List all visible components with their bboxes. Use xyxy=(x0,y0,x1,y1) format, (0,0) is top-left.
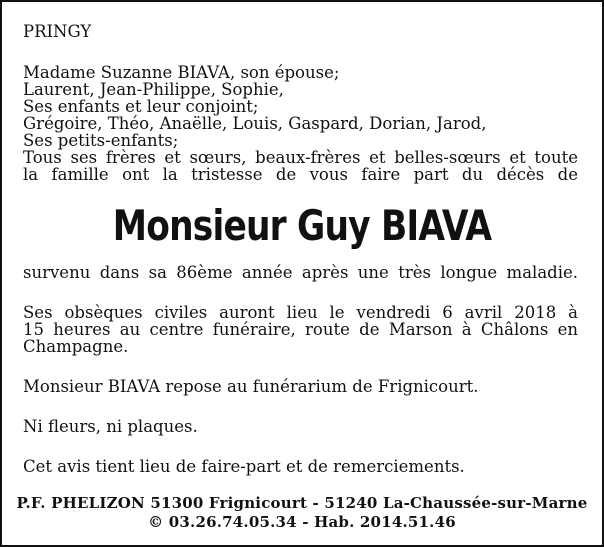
location-heading: PRINGY xyxy=(23,22,92,41)
grandchildren-names: Grégoire, Théo, Anaëlle, Louis, Gaspard, Dorian, Jarod, xyxy=(23,114,487,133)
spouse-line: Madame Suzanne BIAVA, son épouse; xyxy=(23,63,340,82)
funeral-home-line: P.F. PHELIZON 51300 Frignicourt - 51240 La-Chaussée-sur-Marne xyxy=(16,494,588,512)
rest-line: Monsieur BIAVA repose au funérarium de Frignicourt. xyxy=(23,377,479,396)
children-names: Laurent, Jean-Philippe, Sophie, xyxy=(23,80,284,99)
children-label: Ses enfants et leur conjoint; xyxy=(23,97,259,116)
funeral-home-contact: © 03.26.74.05.34 - Hab. 2014.51.46 xyxy=(148,513,456,531)
siblings-line: Tous ses frères et sœurs, beaux-frères et belles-sœurs et toute xyxy=(23,148,578,167)
deceased-name: Monsieur Guy BIAVA xyxy=(112,201,492,250)
funeral-line-3: Champagne. xyxy=(23,337,129,356)
age-line: survenu dans sa 86ème année après une très longue maladie. xyxy=(23,263,578,282)
funeral-line-1: Ses obsèques civiles auront lieu le vendredi 6 avril 2018 à xyxy=(23,303,578,322)
funeral-line-2: 15 heures au centre funéraire, route de Marson à Châlons en xyxy=(23,320,578,339)
announcement-line: la famille ont la tristesse de vous faire part du décès de xyxy=(23,165,578,184)
flowers-line: Ni fleurs, ni plaques. xyxy=(23,417,198,436)
thanks-line: Cet avis tient lieu de faire-part et de remerciements. xyxy=(23,457,465,476)
grandchildren-label: Ses petits-enfants; xyxy=(23,131,179,150)
